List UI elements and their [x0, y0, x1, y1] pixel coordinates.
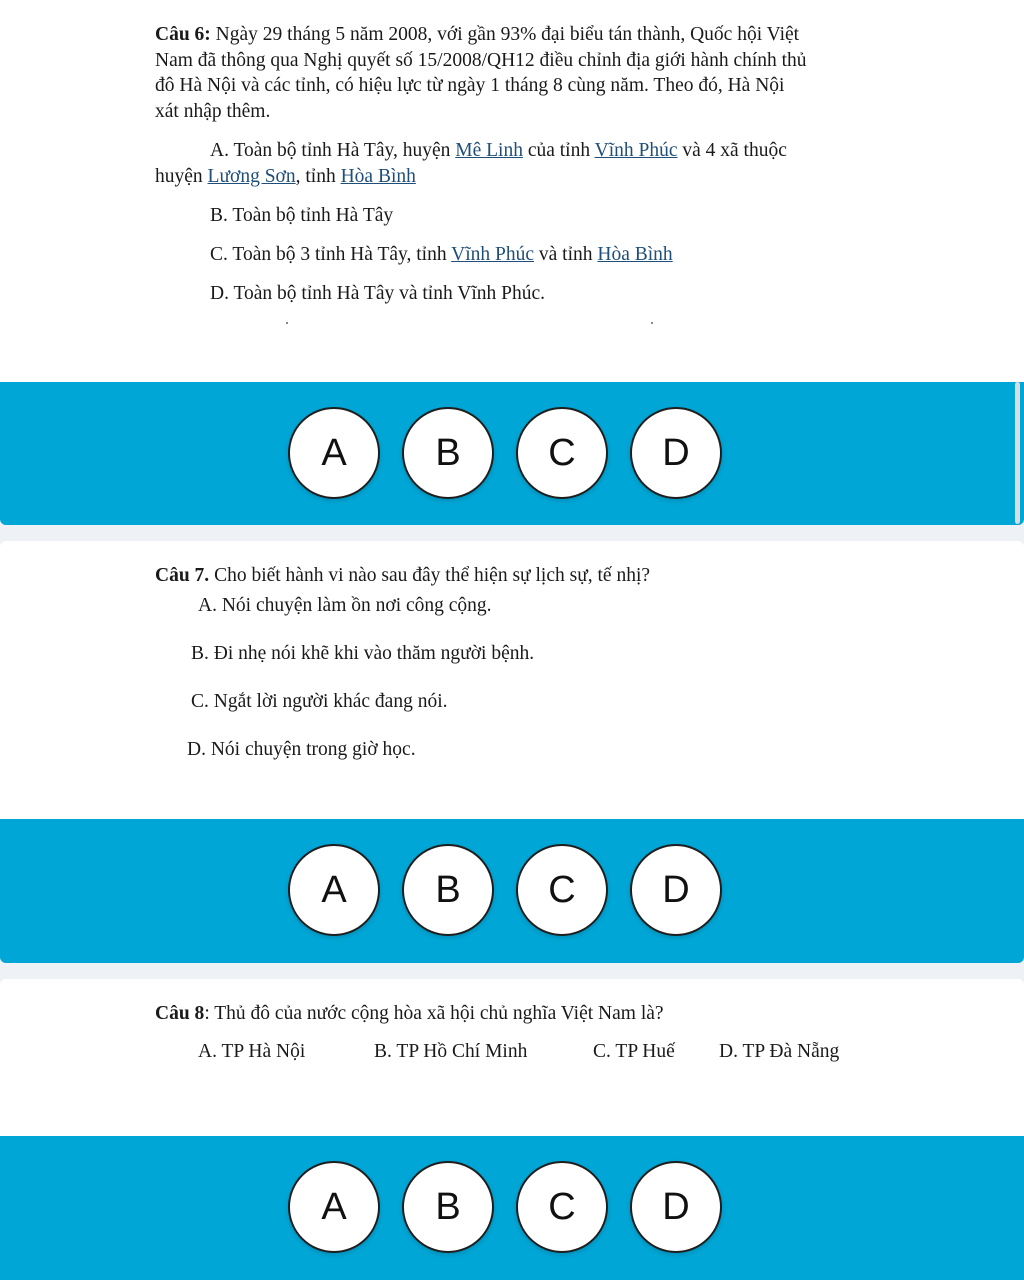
answer-a-button[interactable]: A — [288, 407, 380, 499]
question-7-option-c: C. Ngắt lời người khác đang nói. — [191, 691, 448, 712]
link-luong-son[interactable]: Lương Sơn — [207, 166, 296, 187]
question-8-option-c: C. TP Huế — [593, 1041, 675, 1062]
link-hoa-binh-2[interactable]: Hòa Bình — [597, 244, 673, 265]
question-7-answer-bar — [0, 819, 1024, 963]
option-c-text-1: C. Toàn bộ 3 tỉnh Hà Tây, tỉnh — [210, 244, 452, 265]
link-me-linh[interactable]: Mê Linh — [455, 140, 523, 161]
stray-dot — [286, 322, 288, 324]
question-6-option-b: B. Toàn bộ tỉnh Hà Tây — [210, 205, 394, 226]
question-7-option-a: A. Nói chuyện làm ồn nơi công cộng. — [198, 595, 492, 616]
question-6-option-c — [210, 242, 673, 268]
question-6-label: Câu 6: — [155, 24, 211, 45]
question-7-option-d: D. Nói chuyện trong giờ học. — [187, 739, 416, 760]
question-8-label: Câu 8 — [155, 1003, 205, 1024]
link-vinh-phuc[interactable]: Vĩnh Phúc — [594, 140, 678, 161]
answer-b-button[interactable]: B — [402, 844, 494, 936]
question-8-option-b: B. TP Hồ Chí Minh — [374, 1041, 528, 1062]
question-6-line-3: đô Hà Nội và các tỉnh, có hiệu lực từ ngày 1 tháng 8 cùng năm. Theo đó, Hà Nội — [155, 75, 785, 96]
question-8-option-d: D. TP Đà Nẵng — [719, 1041, 840, 1062]
question-7-label: Câu 7. — [155, 565, 210, 586]
option-a-text-4: huyện — [155, 166, 208, 187]
question-6-line-2: Nam đã thông qua Nghị quyết số 15/2008/QH12 điều chỉnh địa giới hành chính thủ — [155, 49, 807, 71]
option-c-text-2: và tỉnh — [534, 244, 598, 265]
question-8-option-a: A. TP Hà Nội — [198, 1041, 306, 1062]
question-6-text — [155, 22, 885, 124]
option-a-text-5: , tỉnh — [295, 166, 341, 187]
stray-dot — [651, 322, 653, 324]
answer-c-button[interactable]: C — [516, 407, 608, 499]
answer-d-button[interactable]: D — [630, 407, 722, 499]
answer-a-button[interactable]: A — [288, 1161, 380, 1253]
question-6-line-4: xát nhập thêm. — [155, 100, 271, 122]
option-a-text-2: của tỉnh — [522, 140, 595, 161]
answer-b-button[interactable]: B — [402, 407, 494, 499]
option-a-text-3: và 4 xã thuộc — [677, 140, 787, 161]
scrollbar-thumb[interactable] — [1015, 382, 1020, 524]
answer-b-button[interactable]: B — [402, 1161, 494, 1253]
question-7-card — [0, 541, 1024, 819]
question-8-question: : Thủ đô của nước cộng hòa xã hội chủ nghĩa Việt Nam là? — [204, 1003, 664, 1024]
answer-d-button[interactable]: D — [630, 1161, 722, 1253]
answer-c-button[interactable]: C — [516, 1161, 608, 1253]
link-vinh-phuc-2[interactable]: Vĩnh Phúc — [451, 244, 534, 265]
question-6-line-1: Ngày 29 tháng 5 năm 2008, với gần 93% đại biểu tán thành, Quốc hội Việt — [210, 24, 800, 45]
question-7-text — [155, 563, 895, 589]
question-7-option-b: B. Đi nhẹ nói khẽ khi vào thăm người bệnh. — [191, 643, 535, 664]
answer-a-button[interactable]: A — [288, 844, 380, 936]
question-8-answer-bar — [0, 1136, 1024, 1280]
question-6-answer-bar — [0, 382, 1024, 525]
question-6-option-a — [210, 138, 787, 164]
question-7-question: Cho biết hành vi nào sau đây thể hiện sự lịch sự, tế nhị? — [209, 565, 651, 586]
question-6-option-a-cont — [155, 164, 416, 190]
question-8-card — [0, 979, 1024, 1136]
answer-c-button[interactable]: C — [516, 844, 608, 936]
answer-d-button[interactable]: D — [630, 844, 722, 936]
question-6-option-d: D. Toàn bộ tỉnh Hà Tây và tỉnh Vĩnh Phúc. — [210, 283, 545, 304]
option-a-text-1: A. Toàn bộ tỉnh Hà Tây, huyện — [210, 140, 456, 161]
question-8-text — [155, 1001, 895, 1027]
question-6-card — [0, 0, 1024, 382]
link-hoa-binh[interactable]: Hòa Bình — [340, 166, 416, 187]
